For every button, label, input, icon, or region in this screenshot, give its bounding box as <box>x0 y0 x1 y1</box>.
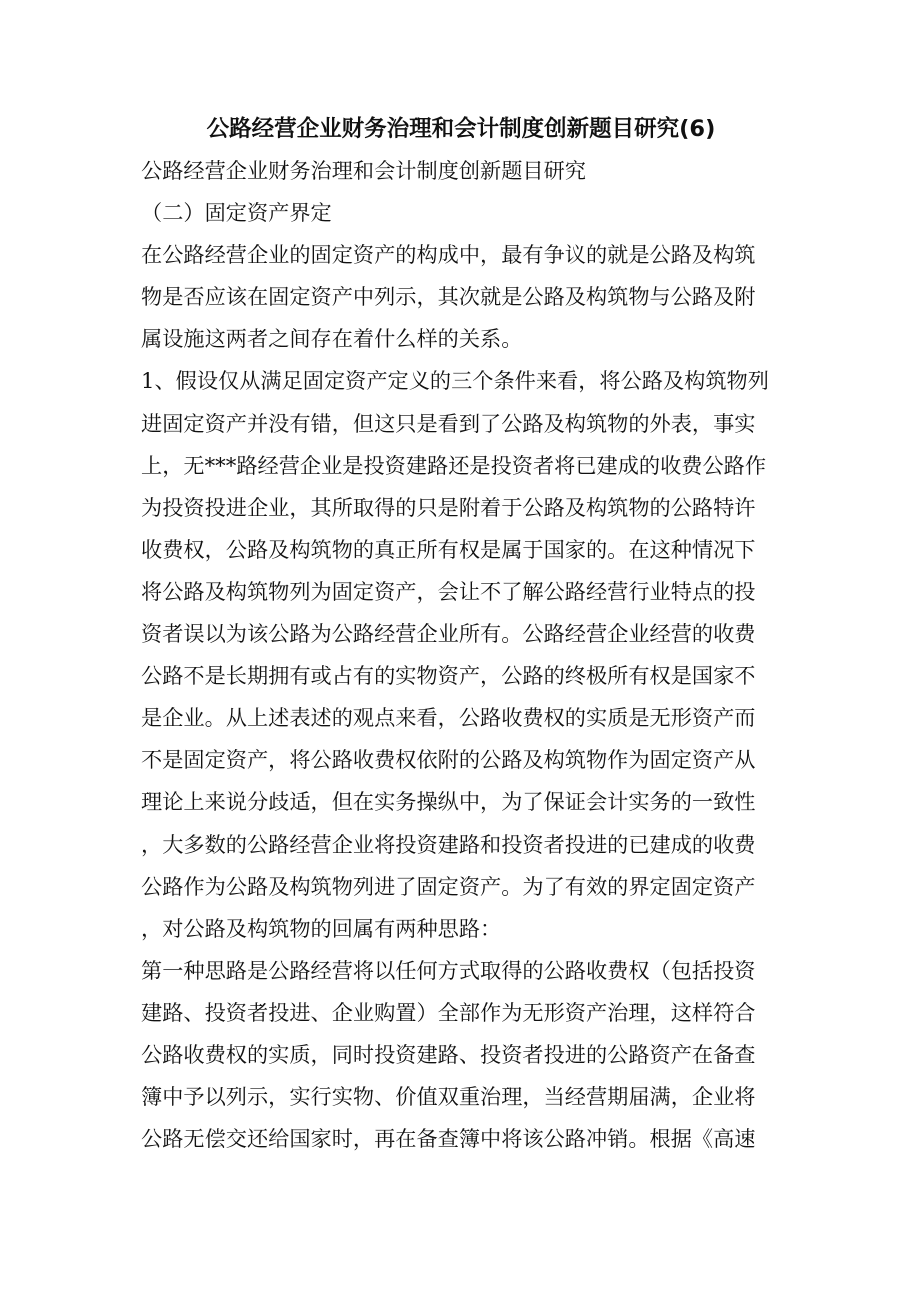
text-line: ，对公路及构筑物的回属有两种思路： <box>141 915 502 941</box>
document-subtitle: 公路经营企业财务治理和会计制度创新题目研究 <box>141 158 586 183</box>
text-line: 收费权，公路及构筑物的真正所有权是属于国家的。在这种情况下 <box>141 536 756 562</box>
text-line: 1、假设仅从满足固定资产定义的三个条件来看，将公路及构筑物列 <box>141 368 769 394</box>
text-line: 上，无***路经营企业是投资建路还是投资者将已建成的收费公路作 <box>141 452 767 478</box>
document-page <box>141 108 781 1160</box>
text-line: 为投资投进企业，其所取得的只是附着于公路及构筑物的公路特许 <box>141 494 756 520</box>
text-line: 第一种思路是公路经营将以任何方式取得的公路收费权（包括投资 <box>141 957 756 983</box>
text-line: 是企业。从上述表述的观点来看，公路收费权的实质是无形资产而 <box>141 705 756 731</box>
text-line: 不是固定资产，将公路收费权依附的公路及构筑物作为固定资产从 <box>141 747 756 773</box>
text-line: 资者误以为该公路为公路经营企业所有。公路经营企业经营的收费 <box>141 621 756 647</box>
text-line: 物是否应该在固定资产中列示，其次就是公路及构筑物与公路及附 <box>141 284 756 310</box>
text-line: 理论上来说分歧适，但在实务操纵中，为了保证会计实务的一致性 <box>141 789 756 815</box>
text-line: ，大多数的公路经营企业将投资建路和投资者投进的已建成的收费 <box>141 831 756 857</box>
text-line: 公路不是长期拥有或占有的实物资产，公路的终极所有权是国家不 <box>141 663 756 689</box>
text-line: 簿中予以列示，实行实物、价值双重治理，当经营期届满，企业将 <box>141 1084 756 1110</box>
text-line: 在公路经营企业的固定资产的构成中，最有争议的就是公路及构筑 <box>141 242 756 268</box>
text-line: 公路收费权的实质，同时投资建路、投资者投进的公路资产在备查 <box>141 1041 756 1067</box>
text-line: 建路、投资者投进、企业购置）全部作为无形资产治理，这样符合 <box>141 999 756 1025</box>
text-line: 公路作为公路及构筑物列进了固定资产。为了有效的界定固定资产 <box>141 873 756 899</box>
document-title: 公路经营企业财务治理和会计制度创新题目研究(6) <box>206 116 716 142</box>
text-line: 进固定资产并没有错，但这只是看到了公路及构筑物的外表，事实 <box>141 410 756 436</box>
text-line: 属设施这两者之间存在着什么样的关系。 <box>141 326 523 352</box>
text-line: 公路无偿交还给国家时，再在备查簿中将该公路冲销。根据《高速 <box>141 1126 756 1152</box>
text-line: 将公路及构筑物列为固定资产，会让不了解公路经营行业特点的投 <box>141 578 756 604</box>
section-heading: （二）固定资产界定 <box>141 200 332 226</box>
body-text <box>141 234 781 1160</box>
